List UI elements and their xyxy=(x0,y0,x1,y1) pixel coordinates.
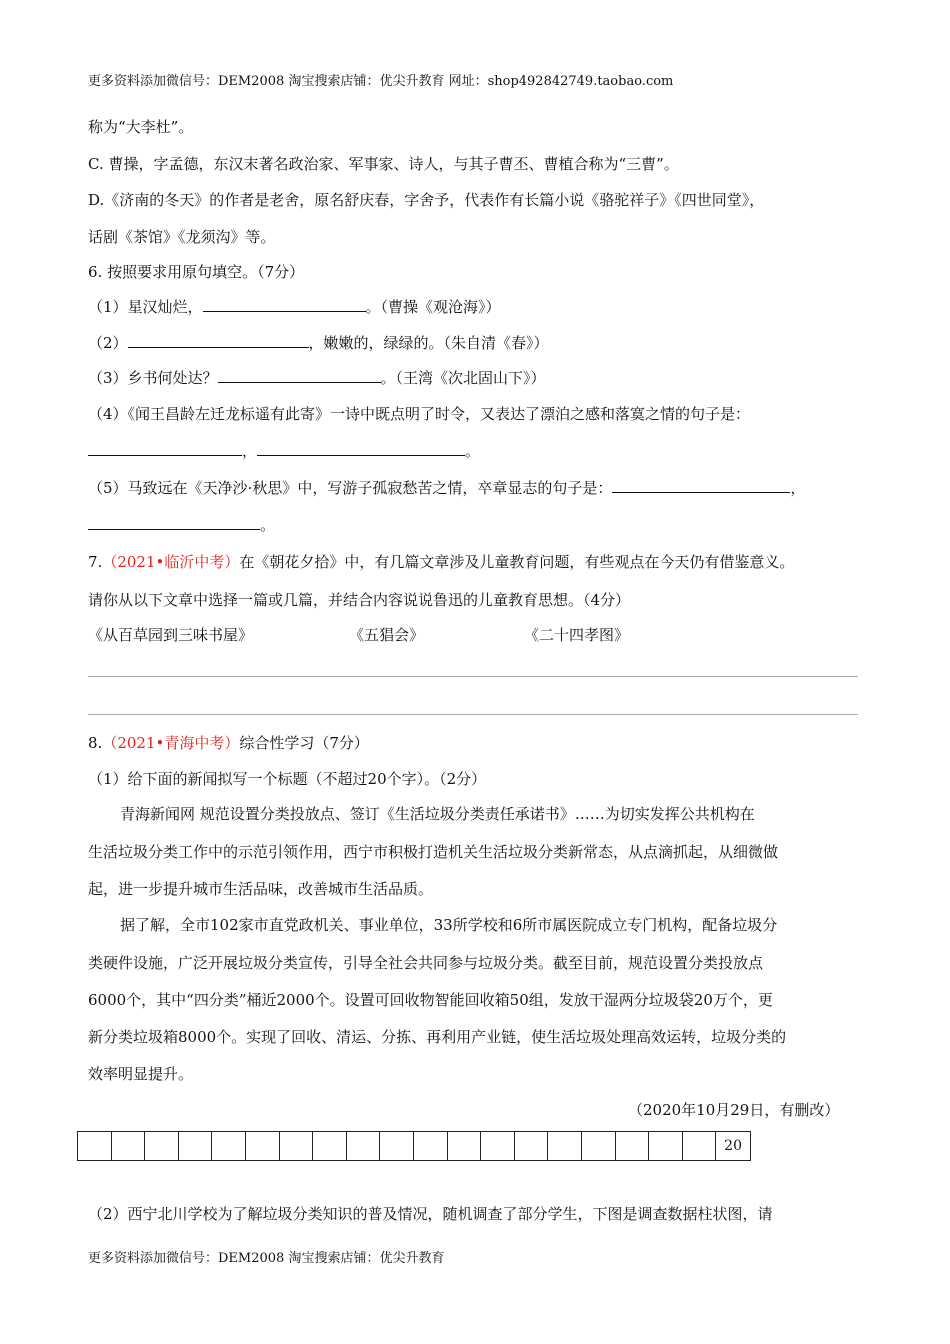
text-line: 话剧《茶馆》《龙须沟》等。 xyxy=(88,228,276,246)
q7-text: 在《朝花夕拾》中，有几篇文章涉及儿童教育问题，有些观点在今天仍有借鉴意义。 xyxy=(239,553,795,571)
q7-source: （2021•临沂中考） xyxy=(102,553,240,571)
grid-cell[interactable] xyxy=(280,1132,314,1160)
answer-line[interactable] xyxy=(88,676,858,677)
grid-cell[interactable] xyxy=(683,1132,717,1160)
answer-blank[interactable] xyxy=(218,368,381,383)
question-6-1 xyxy=(88,296,501,317)
q6-5-prompt: （5）马致远在《天净沙·秋思》中，写游子孤寂愁苦之情，卒章显志的句子是： xyxy=(88,479,613,497)
option-c: C. 曹操，字孟德，东汉末著名政治家、军事家、诗人，与其子曹丕、曹植合称为“三曹”。 xyxy=(88,155,679,173)
question-8-1: （1）给下面的新闻拟写一个标题（不超过20个字）。（2分） xyxy=(88,770,487,788)
grid-cell[interactable] xyxy=(616,1132,650,1160)
answer-blank[interactable] xyxy=(88,441,242,456)
q8-number: 8. xyxy=(88,734,103,752)
q6-1-source: 。（曹操《观沧海》） xyxy=(365,298,501,316)
comma: ， xyxy=(790,479,806,497)
period: 。 xyxy=(465,442,481,460)
q6-2-source: ，嫩嫩的，绿绿的。（朱自清《春》） xyxy=(308,334,549,352)
news-paragraph-2: 类硬件设施，广泛开展垃圾分类宣传，引导全社会共同参与垃圾分类。截至目前，规范设置分类投放点 xyxy=(88,954,764,972)
answer-blank[interactable] xyxy=(88,515,260,530)
grid-cell[interactable] xyxy=(548,1132,582,1160)
question-7-text: 请你从以下文章中选择一篇或几篇，并结合内容说说鲁迅的儿童教育思想。（4分） xyxy=(88,591,631,609)
grid-cell[interactable] xyxy=(414,1132,448,1160)
q7-number: 7. xyxy=(88,553,103,571)
question-6-4: （4）《闻王昌龄左迁龙标遥有此寄》一诗中既点明了时令，又表达了漂泊之感和落寞之情的句子是： xyxy=(88,405,751,423)
grid-cell[interactable] xyxy=(78,1132,112,1160)
q7-option-3: 《二十四孝图》 xyxy=(524,626,630,644)
grid-cell[interactable] xyxy=(481,1132,515,1160)
q8-source: （2021•青海中考） xyxy=(102,734,240,752)
news-date: （2020年10月29日，有删改） xyxy=(628,1101,840,1119)
answer-blank[interactable] xyxy=(203,297,366,312)
grid-cell[interactable] xyxy=(380,1132,414,1160)
question-6-title: 6. 按照要求用原句填空。（7分） xyxy=(88,263,305,281)
grid-cell[interactable] xyxy=(145,1132,179,1160)
grid-cell[interactable] xyxy=(246,1132,280,1160)
grid-cell[interactable] xyxy=(448,1132,482,1160)
grid-cell[interactable] xyxy=(313,1132,347,1160)
q7-option-2: 《五猖会》 xyxy=(349,626,425,644)
page-header: 更多资料添加微信号：DEM2008 淘宝搜索店铺：优尖升教育 网址：shop492842749.taobao.com xyxy=(88,74,674,89)
title-answer-grid[interactable] xyxy=(77,1131,751,1161)
grid-cell[interactable] xyxy=(515,1132,549,1160)
news-paragraph-2: 效率明显提升。 xyxy=(88,1065,194,1083)
grid-cell[interactable] xyxy=(179,1132,213,1160)
answer-blank[interactable] xyxy=(128,333,309,348)
news-paragraph-1: 起，进一步提升城市生活品味，改善城市生活品质。 xyxy=(88,880,434,898)
question-6-4-answers xyxy=(88,440,480,461)
q6-2-prompt: （2） xyxy=(88,334,128,352)
answer-blank[interactable] xyxy=(612,478,790,493)
page-footer: 更多资料添加微信号：DEM2008 淘宝搜索店铺：优尖升教育 xyxy=(88,1251,445,1266)
grid-cell[interactable] xyxy=(347,1132,381,1160)
grid-cell[interactable] xyxy=(649,1132,683,1160)
grid-cell[interactable] xyxy=(112,1132,146,1160)
q6-3-prompt: （3）乡书何处达？ xyxy=(88,369,218,387)
option-d: D.《济南的冬天》的作者是老舍，原名舒庆春，字舍予，代表作有长篇小说《骆驼祥子》《四世同堂》， xyxy=(88,191,765,209)
news-paragraph-1: 青海新闻网 规范设置分类投放点、签订《生活垃圾分类责任承诺书》……为切实发挥公共机构在 xyxy=(120,805,755,823)
news-paragraph-2: 新分类垃圾箱8000个。实现了回收、清运、分拣、再利用产业链，使生活垃圾处理高效运转，垃圾分类的 xyxy=(88,1028,787,1046)
grid-cell[interactable] xyxy=(582,1132,616,1160)
q8-text: 综合性学习（7分） xyxy=(239,734,369,752)
question-6-5 xyxy=(88,477,805,498)
question-6-3 xyxy=(88,367,546,388)
question-7 xyxy=(88,551,794,572)
q6-1-prompt: （1）星汉灿烂， xyxy=(88,298,203,316)
grid-cell-count: 20 xyxy=(724,1138,742,1154)
news-paragraph-2: 据了解，全市102家市直党政机关、事业单位，33所学校和6所市属医院成立专门机构，配备垃圾分 xyxy=(120,916,778,934)
comma: ， xyxy=(242,442,258,460)
text-line: 称为“大李杜”。 xyxy=(88,118,194,136)
q6-3-source: 。（王湾《次北固山下》） xyxy=(380,369,546,387)
period: 。 xyxy=(260,516,276,534)
question-6-5-answers xyxy=(88,514,275,535)
q7-option-1: 《从百草园到三味书屋》 xyxy=(88,626,254,644)
grid-cell[interactable] xyxy=(212,1132,246,1160)
news-paragraph-1: 生活垃圾分类工作中的示范引领作用，西宁市积极打造机关生活垃圾分类新常态，从点滴抓起，从细微做 xyxy=(88,843,779,861)
question-8-2: （2）西宁北川学校为了解垃圾分类知识的普及情况，随机调查了部分学生，下图是调查数据柱状图，请 xyxy=(88,1205,773,1223)
answer-blank[interactable] xyxy=(257,441,465,456)
answer-line[interactable] xyxy=(88,714,858,715)
question-6-2 xyxy=(88,332,549,353)
news-paragraph-2: 6000个，其中“四分类”桶近2000个。设置可回收物智能回收箱50组，发放干湿两分垃圾袋20万个，更 xyxy=(88,991,773,1009)
question-8 xyxy=(88,732,369,753)
